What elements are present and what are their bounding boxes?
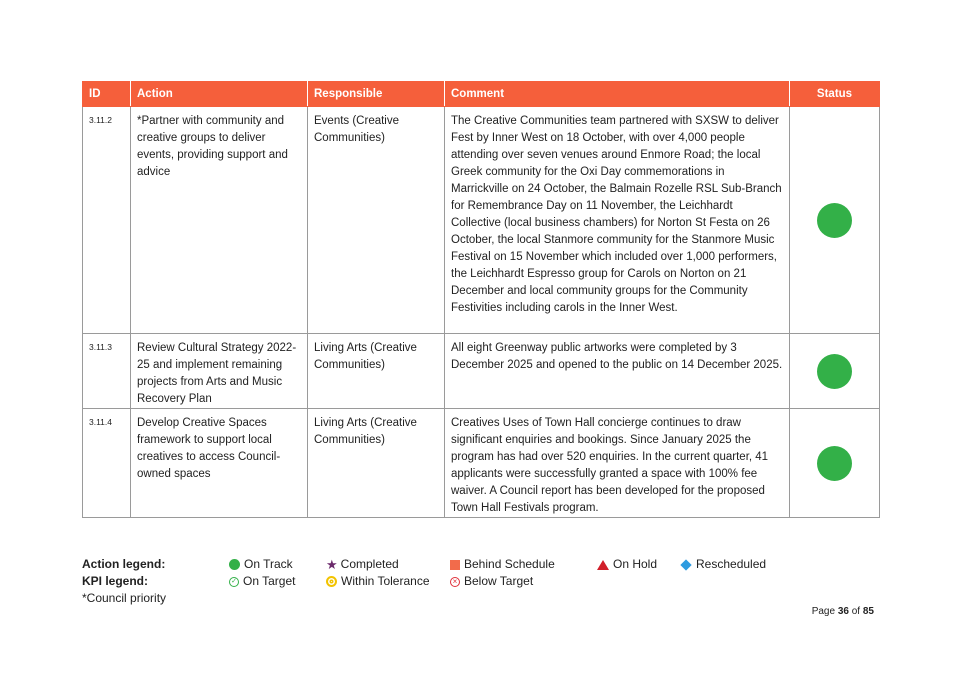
on-track-status-icon [817, 446, 852, 481]
square-icon [450, 560, 460, 570]
x-circle-icon: × [450, 577, 460, 587]
row-responsible: Living Arts (Creative Communities) [308, 409, 445, 518]
row-status [790, 409, 880, 518]
page-number: Page 36 of 85 [811, 606, 874, 617]
row-comment: All eight Greenway public artworks were completed by 3 December 2025 and opened to the public on 14 December 2025. [445, 334, 790, 409]
star-icon: ★ [326, 557, 338, 573]
actions-table [82, 81, 880, 518]
header-responsible: Responsible [308, 82, 445, 107]
header-action: Action [131, 82, 308, 107]
header-id: ID [83, 82, 131, 107]
table-row [83, 334, 880, 409]
target-ring-icon [326, 576, 337, 587]
legend-on-track: On Track [229, 556, 293, 573]
row-id: 3.11.2 [83, 107, 131, 334]
row-comment: Creatives Uses of Town Hall concierge continues to draw significant enquiries and bookings. Since January 2025 the program has had over 520 enquiries. In the current quarter, 41 applicants were successfully granted a space with 100% fee waiver. A Council report has been developed for the proposed Town Hall Festivals program. [445, 409, 790, 518]
diamond-icon [680, 559, 691, 570]
row-status [790, 334, 880, 409]
row-status [790, 107, 880, 334]
legend-below-target: × Below Target [450, 573, 533, 590]
legend-labels [82, 556, 166, 607]
council-priority-note: *Council priority [82, 591, 167, 605]
header-comment: Comment [445, 82, 790, 107]
row-action: *Partner with community and creative groups to deliver events, providing support and advice [131, 107, 308, 334]
header-status: Status [790, 82, 880, 107]
legend-behind-schedule: Behind Schedule [450, 556, 555, 573]
row-responsible: Events (Creative Communities) [308, 107, 445, 334]
kpi-legend-label: KPI legend: [82, 574, 149, 588]
on-track-status-icon [817, 354, 852, 389]
on-track-status-icon [817, 203, 852, 238]
row-comment: The Creative Communities team partnered with SXSW to deliver Fest by Inner West on 18 October, with over 4,000 people attending over seven venues around Enmore Road; the local Greek community for the Oxi Day commemorations in Marrickville on 24 October, the Balmain Rozelle RSL Sub-Branch for Remembrance Day on 11 November, the Leichhardt Collective (local business chambers) for Norton St Festa on 26 October, the local Stanmore community for the Stanmore Music Festival on 15 November which included over 1,000 performers, the Leichhardt Espresso group for Carols on Norton on 21 December and local community groups for the Community Festivities including carols in the Inner West. [445, 107, 790, 334]
check-circle-icon: ✓ [229, 577, 239, 587]
triangle-icon [597, 560, 609, 570]
row-action: Develop Creative Spaces framework to support local creatives to access Council-owned spaces [131, 409, 308, 518]
row-id: 3.11.4 [83, 409, 131, 518]
table-row [83, 107, 880, 334]
row-id: 3.11.3 [83, 334, 131, 409]
table-row [83, 409, 880, 518]
row-responsible: Living Arts (Creative Communities) [308, 334, 445, 409]
action-legend-label: Action legend: [82, 557, 166, 571]
green-dot-icon [229, 559, 240, 570]
row-action: Review Cultural Strategy 2022-25 and implement remaining projects from Arts and Music Recovery Plan [131, 334, 308, 409]
legend-within-tolerance: Within Tolerance [326, 573, 430, 590]
legend-on-target: ✓ On Target [229, 573, 295, 590]
table-header-row [83, 82, 880, 107]
legend-rescheduled: Rescheduled [680, 556, 766, 573]
legend-on-hold: On Hold [597, 556, 657, 573]
legend-completed: ★ Completed [326, 557, 399, 573]
